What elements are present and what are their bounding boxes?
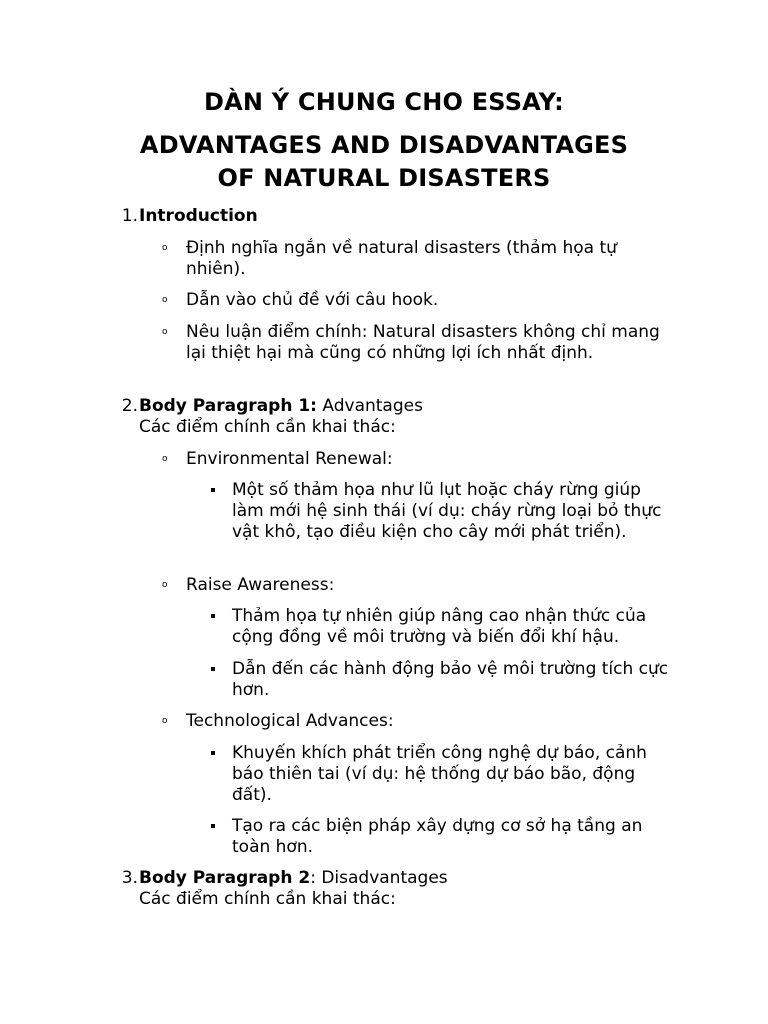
title-line-2: ADVANTAGES AND DISADVANTAGES [139, 131, 629, 159]
section-heading-rest: Advantages [316, 396, 423, 416]
section-heading-bold: Body Paragraph 2 [139, 868, 311, 888]
sub-list-item-text: Thảm họa tự nhiên giúp nâng cao nhận thức của cộng đồng về môi trường và biến đổi khí hậu. [232, 606, 647, 647]
square-bullet-icon [211, 488, 215, 492]
circle-bullet-icon: o [162, 295, 168, 305]
group-label: Environmental Renewal: [186, 449, 393, 469]
sub-list-item-text: Tạo ra các biện pháp xây dựng cơ sở hạ tầng an toàn hơn. [232, 816, 643, 857]
section-number: 2. [121, 396, 138, 416]
section-heading [139, 868, 448, 889]
square-bullet-icon [211, 824, 215, 828]
list-item-text: Nêu luận điểm chính: Natural disasters không chỉ mang lại thiệt hại mà cũng có những lợi ích nhất định. [186, 322, 660, 363]
square-bullet-icon [211, 614, 215, 618]
square-bullet-icon [211, 751, 215, 755]
section-subheading: Các điểm chính cần khai thác: [139, 889, 396, 909]
section-heading-bold: Body Paragraph 1: [139, 396, 317, 416]
section-heading [139, 396, 423, 417]
list-item-text: Dẫn vào chủ đề với câu hook. [186, 290, 439, 310]
circle-bullet-icon: o [162, 580, 168, 590]
section-heading-rest: : Disadvantages [310, 868, 448, 888]
section-heading-bold: Introduction [139, 206, 258, 226]
sub-list-item-text: Khuyến khích phát triển công nghệ dự báo, cảnh báo thiên tai (ví dụ: hệ thống dự báo bão, động đất). [232, 743, 647, 805]
circle-bullet-icon: o [162, 454, 168, 464]
group-label: Technological Advances: [186, 711, 394, 731]
list-item-text: Định nghĩa ngắn về natural disasters (thảm họa tự nhiên). [186, 238, 617, 279]
sub-list-item-text: Một số thảm họa như lũ lụt hoặc cháy rừng giúp làm mới hệ sinh thái (ví dụ: cháy rừng loại bỏ thực vật khô, tạo điều kiện cho cây mới phát triển). [232, 480, 662, 542]
circle-bullet-icon: o [162, 243, 168, 253]
title-line-1: DÀN Ý CHUNG CHO ESSAY: [204, 88, 564, 116]
group-label: Raise Awareness: [186, 575, 335, 595]
title-line-3: OF NATURAL DISASTERS [217, 164, 551, 192]
circle-bullet-icon: o [162, 327, 168, 337]
circle-bullet-icon: o [162, 716, 168, 726]
sub-list-item-text: Dẫn đến các hành động bảo vệ môi trường tích cực hơn. [232, 659, 669, 700]
section-heading [139, 206, 258, 227]
section-subheading: Các điểm chính cần khai thác: [139, 417, 396, 437]
square-bullet-icon [211, 667, 215, 671]
section-number: 3. [121, 868, 138, 888]
section-number: 1. [121, 206, 138, 226]
